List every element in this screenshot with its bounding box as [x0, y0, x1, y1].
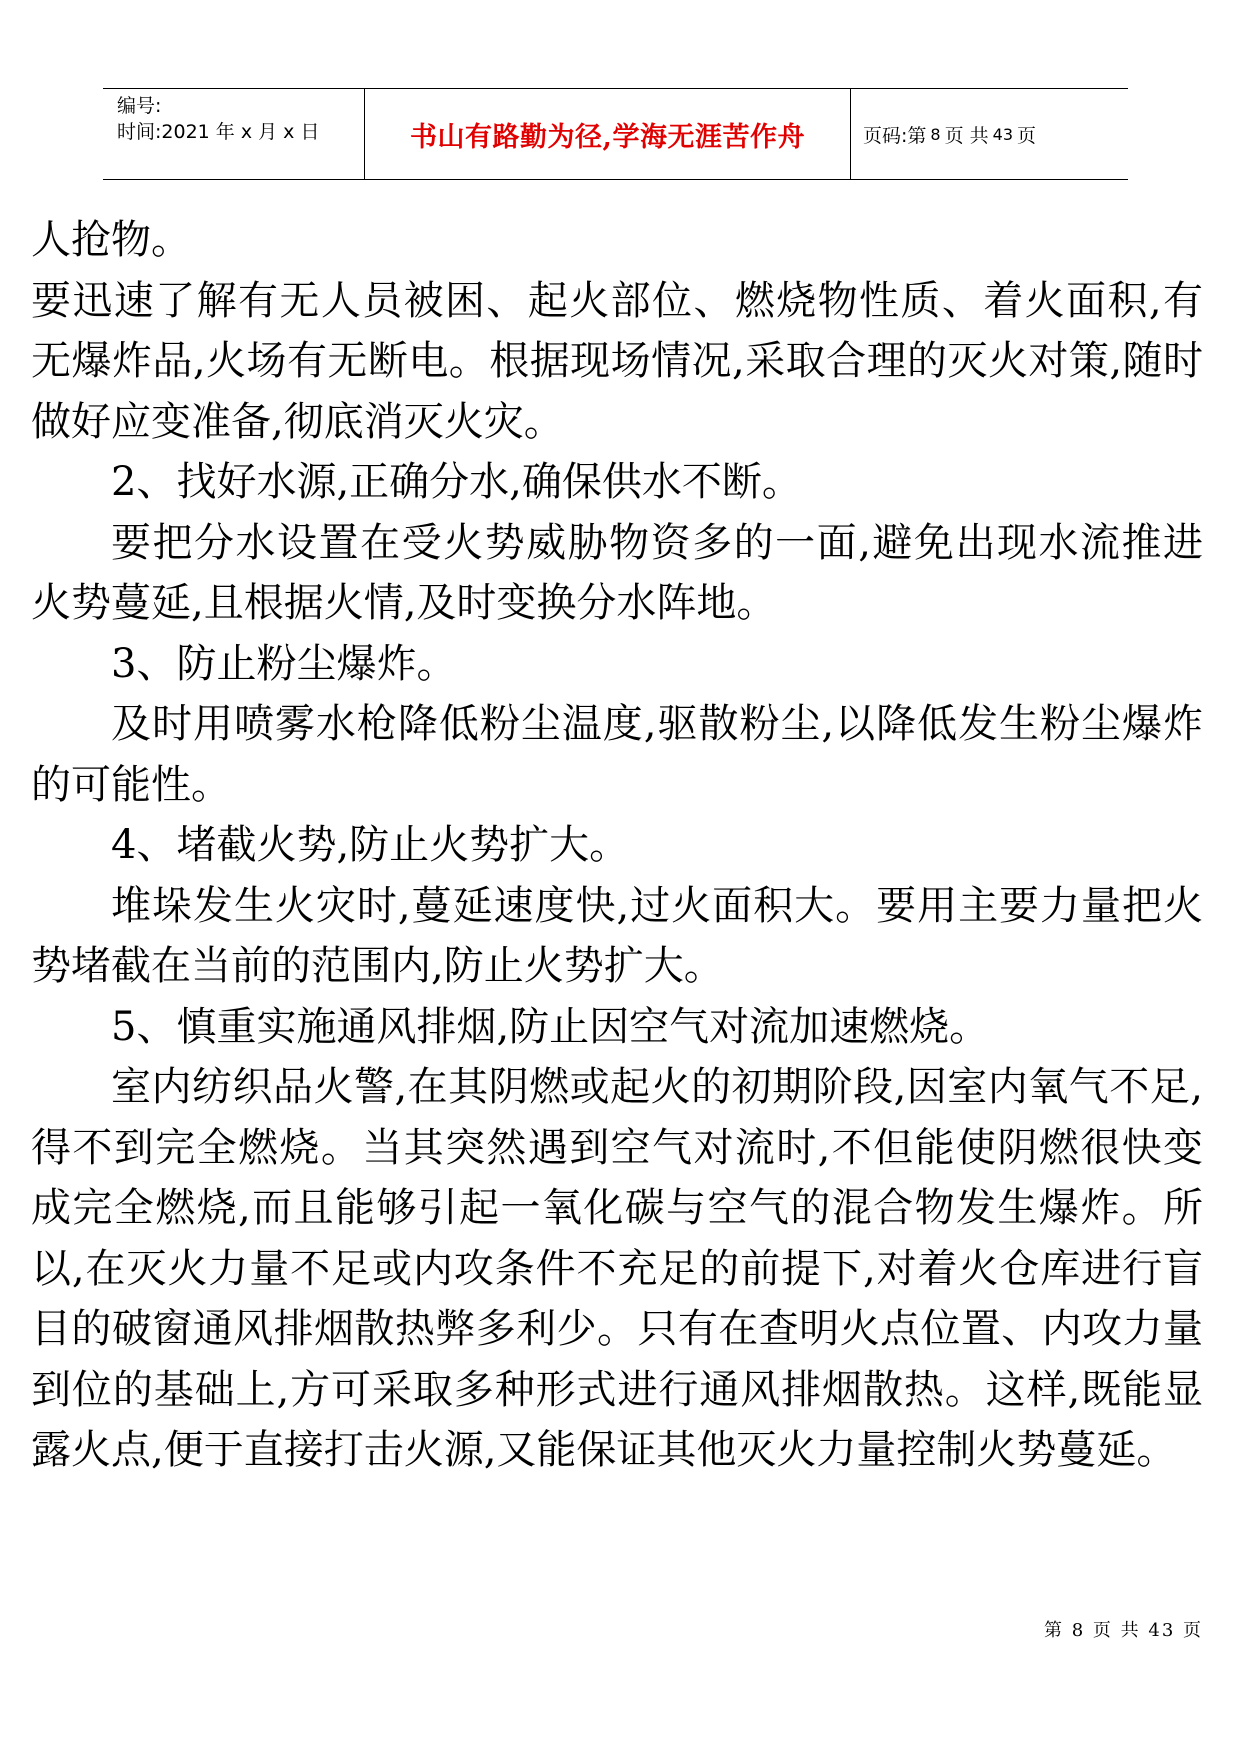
page-number: 8	[930, 124, 941, 144]
paragraph: 人抢物。	[31, 217, 191, 263]
page-mid: 页 共	[944, 124, 989, 147]
document-body	[31, 210, 1203, 1481]
header-motto: 书山有路勤为径,学海无涯苦作舟	[410, 121, 805, 153]
section-heading: 5、慎重实施通风排烟,防止因空气对流加速燃烧。	[111, 1003, 990, 1050]
header-motto-cell	[365, 89, 851, 179]
header-page-info	[851, 89, 1128, 179]
paragraph: 要迅速了解有无人员被困、起火部位、燃烧物性质、着火面积,有无爆炸品,火场有无断电。根据现场情况,采取合理的灭火对策,随时做好应变准备,彻底消灭火灾。	[31, 277, 1203, 445]
section-heading: 4、堵截火势,防止火势扩大。	[111, 822, 630, 868]
section-heading: 3、防止粉尘爆炸。	[111, 640, 457, 687]
page-suffix: 页	[1017, 124, 1037, 147]
paragraph: 及时用喷雾水枪降低粉尘温度,驱散粉尘,以降低发生粉尘爆炸的可能性。	[31, 701, 1203, 808]
page-prefix: 页码:第	[863, 124, 927, 147]
page-total: 43	[992, 124, 1013, 144]
paragraph: 堆垛发生火灾时,蔓延速度快,过火面积大。要用主要力量把火势堵截在当前的范围内,防止火势扩大。	[31, 882, 1203, 989]
page-header	[103, 88, 1128, 180]
paragraph: 要把分水设置在受火势威胁物资多的一面,避免出现水流推进火势蔓延,且根据火情,及时变换分水阵地。	[31, 519, 1203, 626]
section-heading: 2、找好水源,正确分水,确保供水不断。	[111, 459, 802, 505]
document-number-label: 编号:	[117, 95, 162, 117]
document-time: 时间:2021 年 x 月 x 日	[117, 121, 320, 143]
paragraph: 室内纺织品火警,在其阴燃或起火的初期阶段,因室内氧气不足,得不到完全燃烧。当其突然遇到空气对流时,不但能使阴燃很快变成完全燃烧,而且能够引起一氧化碳与空气的混合物发生爆炸。所以,在灭火力量不足或内攻条件不充足的前提下,对着火仓库进行盲目的破窗通风排烟散热弊多利少。只有在查明火点位置、内攻力量到位的基础上,方可采取多种形式进行通风排烟散热。这样,既能显露火点,便于直接打击火源,又能保证其他灭火力量控制火势蔓延。	[31, 1064, 1203, 1473]
page-footer: 第 8 页 共 43 页	[1044, 1620, 1203, 1641]
header-meta	[103, 89, 365, 179]
